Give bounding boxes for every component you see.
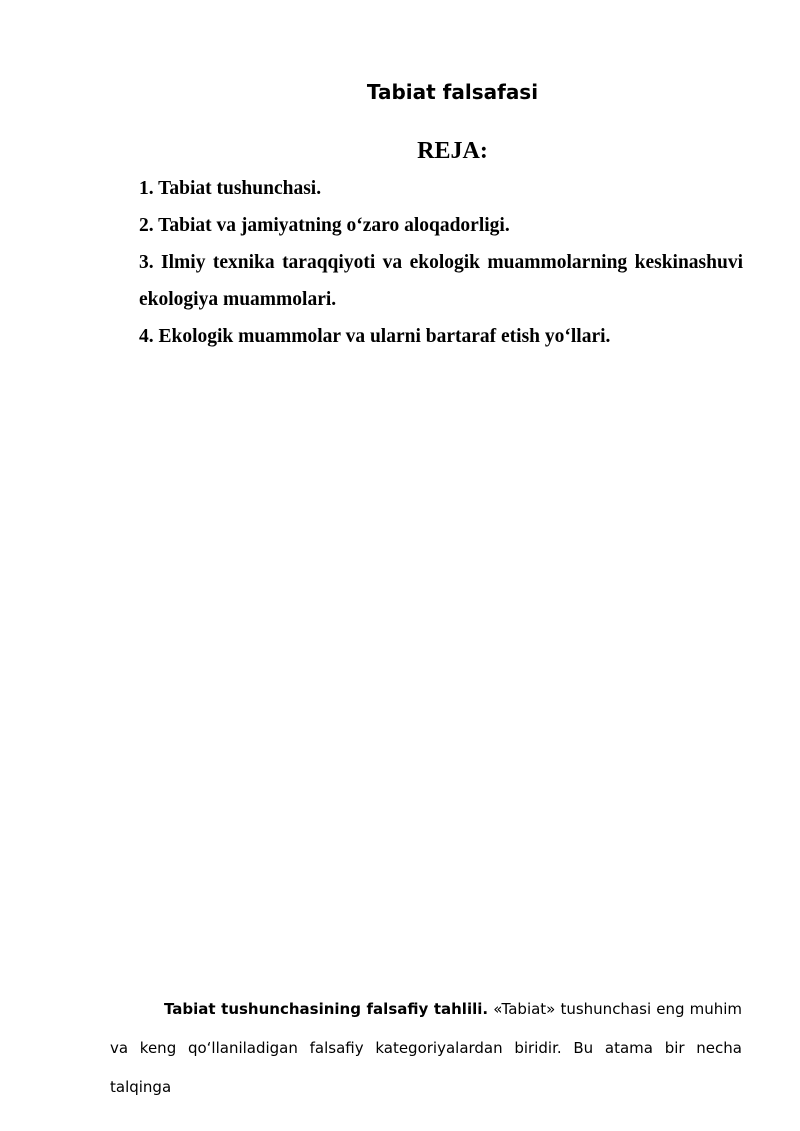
- document-title: Tabiat falsafasi: [366, 80, 539, 104]
- section-paragraph: [110, 990, 742, 1107]
- plan-item-1: 1. Tabiat tushunchasi.: [139, 178, 322, 199]
- plan-item-3: 3. Ilmiy texnika taraqqiyoti va ekologik muammolarning keskinashuvi ekologiya muammolari.: [139, 252, 743, 310]
- section-text: «Tabiat» tushunchasi eng muhim va keng qo‘llaniladigan falsafiy kategoriyalardan biridir. Bu atama bir necha talqinga: [110, 1000, 742, 1096]
- plan-list: [139, 170, 743, 355]
- section-lead: Tabiat tushunchasining falsafiy tahlili.: [164, 1000, 489, 1018]
- plan-heading: REJA:: [417, 138, 488, 164]
- plan-item-2: 2. Tabiat va jamiyatning o‘zaro aloqadorligi.: [139, 215, 510, 236]
- plan-item-4: 4. Ekologik muammolar va ularni bartaraf etish yo‘llari.: [139, 326, 611, 347]
